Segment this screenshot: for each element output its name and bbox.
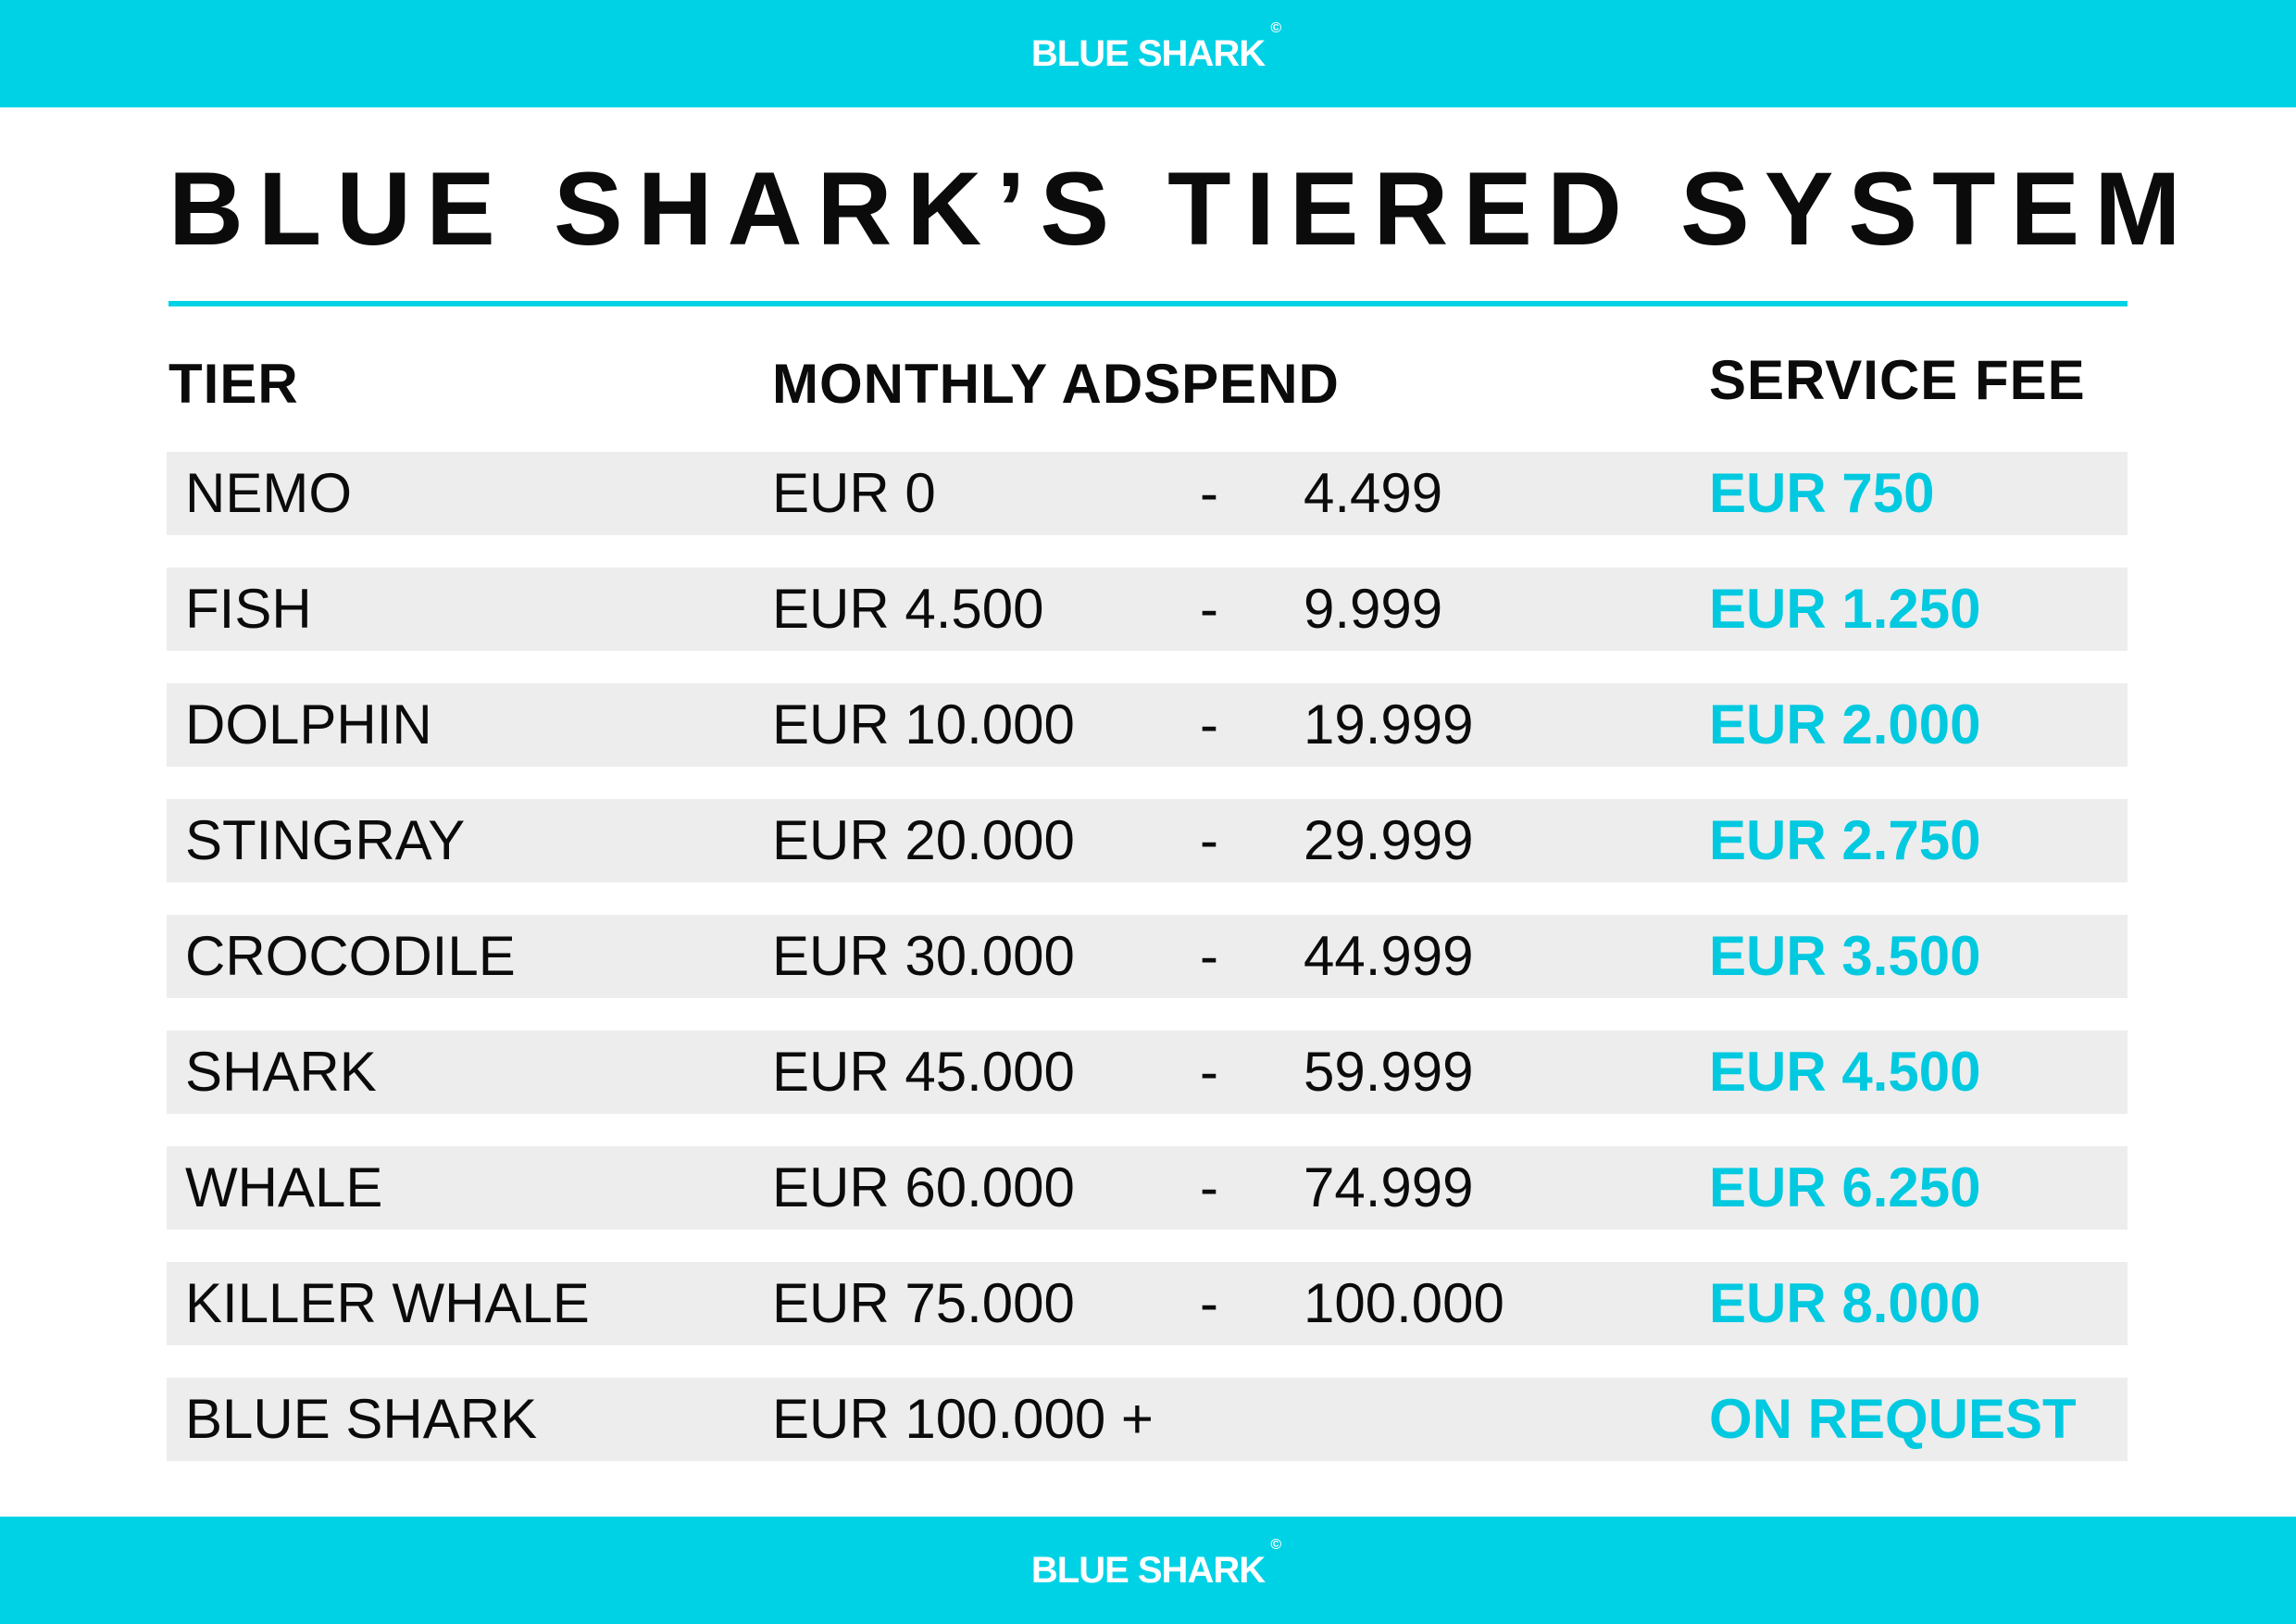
brand-name: BLUE SHARK — [1030, 1549, 1266, 1591]
adspend-to: 19.999 — [1304, 693, 1474, 756]
brand-name: BLUE SHARK — [1030, 32, 1266, 74]
adspend-from: EUR 30.000 — [772, 925, 1075, 987]
service-fee: EUR 1.250 — [1709, 578, 1981, 640]
tier-name: NEMO — [185, 462, 352, 524]
tier-row — [167, 1031, 2128, 1114]
column-header-tier: TIER — [168, 353, 299, 415]
tier-row — [167, 1146, 2128, 1230]
tier-row — [167, 452, 2128, 535]
brand-logo — [1030, 1536, 1282, 1592]
service-fee: ON REQUEST — [1709, 1388, 2077, 1450]
tier-name: WHALE — [185, 1156, 383, 1218]
adspend-to: 74.999 — [1304, 1156, 1474, 1218]
service-fee: EUR 750 — [1709, 462, 1935, 524]
copyright-symbol: © — [1270, 19, 1282, 36]
column-header-monthly-adspend: MONTHLY ADSPEND — [772, 353, 1340, 415]
column-header-service-fee: SERVICE FEE — [1709, 349, 2086, 411]
range-dash: - — [1200, 693, 1218, 756]
range-dash: - — [1200, 462, 1218, 524]
adspend-to: 44.999 — [1304, 925, 1474, 987]
adspend-from: EUR 4.500 — [772, 578, 1044, 640]
adspend-to: 4.499 — [1304, 462, 1443, 524]
tier-name: DOLPHIN — [185, 693, 432, 756]
tier-row — [167, 799, 2128, 882]
service-fee: EUR 2.000 — [1709, 693, 1981, 756]
adspend-from: EUR 60.000 — [772, 1156, 1075, 1218]
range-dash: - — [1200, 1041, 1218, 1103]
copyright-symbol: © — [1270, 1536, 1282, 1553]
adspend-from: EUR 20.000 — [772, 809, 1075, 871]
page-title: BLUE SHARK’S TIERED SYSTEM — [168, 151, 2196, 267]
top-banner — [0, 0, 2296, 107]
service-fee: EUR 6.250 — [1709, 1156, 1981, 1218]
range-dash: - — [1200, 1156, 1218, 1218]
tier-row — [167, 1378, 2128, 1461]
service-fee: EUR 3.500 — [1709, 925, 1981, 987]
tier-row — [167, 1262, 2128, 1345]
adspend-from: EUR 100.000 + — [772, 1388, 1154, 1450]
adspend-to: 29.999 — [1304, 809, 1474, 871]
range-dash: - — [1200, 578, 1218, 640]
service-fee: EUR 8.000 — [1709, 1272, 1981, 1334]
bottom-banner — [0, 1517, 2296, 1624]
adspend-to: 59.999 — [1304, 1041, 1474, 1103]
range-dash: - — [1200, 1272, 1218, 1334]
tier-table — [167, 452, 2128, 1493]
tier-row — [167, 915, 2128, 998]
range-dash: - — [1200, 925, 1218, 987]
adspend-from: EUR 10.000 — [772, 693, 1075, 756]
tier-row — [167, 568, 2128, 651]
adspend-to: 9.999 — [1304, 578, 1443, 640]
tier-name: STINGRAY — [185, 809, 466, 871]
brand-logo — [1030, 19, 1282, 75]
service-fee: EUR 2.750 — [1709, 809, 1981, 871]
tier-row — [167, 683, 2128, 767]
tier-name: KILLER WHALE — [185, 1272, 590, 1334]
range-dash: - — [1200, 809, 1218, 871]
tier-name: FISH — [185, 578, 312, 640]
adspend-from: EUR 75.000 — [772, 1272, 1075, 1334]
service-fee: EUR 4.500 — [1709, 1041, 1981, 1103]
tier-name: SHARK — [185, 1041, 377, 1103]
tier-name: BLUE SHARK — [185, 1388, 538, 1450]
title-divider — [168, 301, 2128, 306]
tier-name: CROCODILE — [185, 925, 516, 987]
adspend-from: EUR 45.000 — [772, 1041, 1075, 1103]
adspend-to: 100.000 — [1304, 1272, 1504, 1334]
adspend-from: EUR 0 — [772, 462, 936, 524]
